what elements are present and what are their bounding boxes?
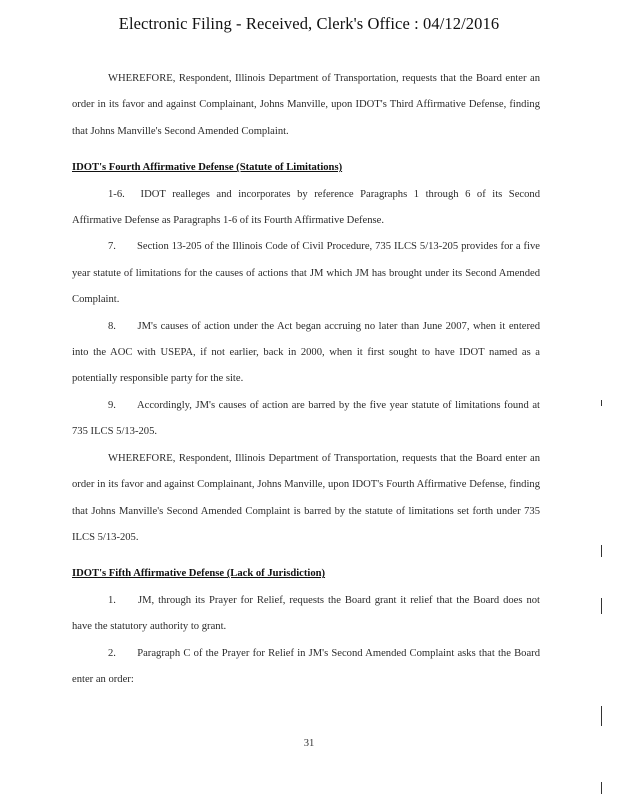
fifth-paragraph-2 [72, 641, 540, 694]
paragraph-number: 7. [108, 241, 116, 253]
page-number: 31 [303, 738, 315, 749]
paragraph-9 [72, 393, 540, 446]
wherefore-third-defense: WHEREFORE, Respondent, Illinois Department of Transportation, requests that the Board enter an order in its favor and against Complainant, Johns Manville, upon IDOT's Third Affirmative Defense, finding that Johns Manville's Second Amended Complaint. [72, 73, 540, 137]
scan-edge-mark [601, 598, 602, 614]
paragraph-number: 2. [108, 647, 116, 659]
wherefore-fourth-defense: WHEREFORE, Respondent, Illinois Department of Transportation, requests that the Board enter an order in its favor and against Complainant, Johns Manville, upon IDOT's Fourth Affirmative Defense, finding that Johns Manville's Second Amended Complaint is barred by the statute of limitations set forth under 735 ILCS 5/13-205. [72, 452, 540, 543]
scan-edge-mark [601, 706, 602, 726]
scan-edge-mark [601, 545, 602, 557]
fourth-affirmative-defense-heading: IDOT's Fourth Affirmative Defense (Statute of Limitations) [72, 162, 343, 174]
scan-edge-mark [601, 400, 602, 406]
paragraph-text: JM's causes of action under the Act began accruing no later than June 2007, when it entered into the AOC with USEPA, if not earlier, back in 2000, when it first sought to have IDOT named as a potentially responsible party for the site. [72, 320, 540, 385]
paragraph-number: 1. [108, 594, 116, 606]
paragraph-number: 8. [108, 320, 116, 332]
paragraph-8 [72, 314, 540, 393]
fifth-affirmative-defense-heading: IDOT's Fifth Affirmative Defense (Lack of Jurisdiction) [72, 568, 326, 580]
paragraph-number: 9. [108, 399, 116, 411]
paragraph-text: IDOT realleges and incorporates by reference Paragraphs 1 through 6 of its Second Affirmative Defense as Paragraphs 1-6 of its Fourth Affirmative Defense. [72, 188, 540, 227]
document-body [72, 66, 540, 693]
scan-edge-mark [601, 782, 602, 794]
paragraph-1-6 [72, 182, 540, 235]
paragraph-7 [72, 234, 540, 313]
paragraph-text: Accordingly, JM's causes of action are barred by the five year statute of limitations found at 735 ILCS 5/13-205. [72, 399, 540, 438]
paragraph-text: Paragraph C of the Prayer for Relief in JM's Second Amended Complaint asks that the Board enter an order: [72, 647, 540, 685]
paragraph-number: 1-6. [108, 188, 125, 200]
paragraph-text: Section 13-205 of the Illinois Code of Civil Procedure, 735 ILCS 5/13-205 provides for a five year statute of limitations for the causes of actions that JM which JM has brought under its Second Amended Complaint. [72, 241, 540, 306]
fifth-paragraph-1 [72, 588, 540, 641]
paragraph-text: JM, through its Prayer for Relief, requests the Board grant it relief that the Board does not have the statutory authority to grant. [72, 594, 540, 633]
filing-stamp-header: Electronic Filing - Received, Clerk's Office : 04/12/2016 [118, 14, 500, 33]
